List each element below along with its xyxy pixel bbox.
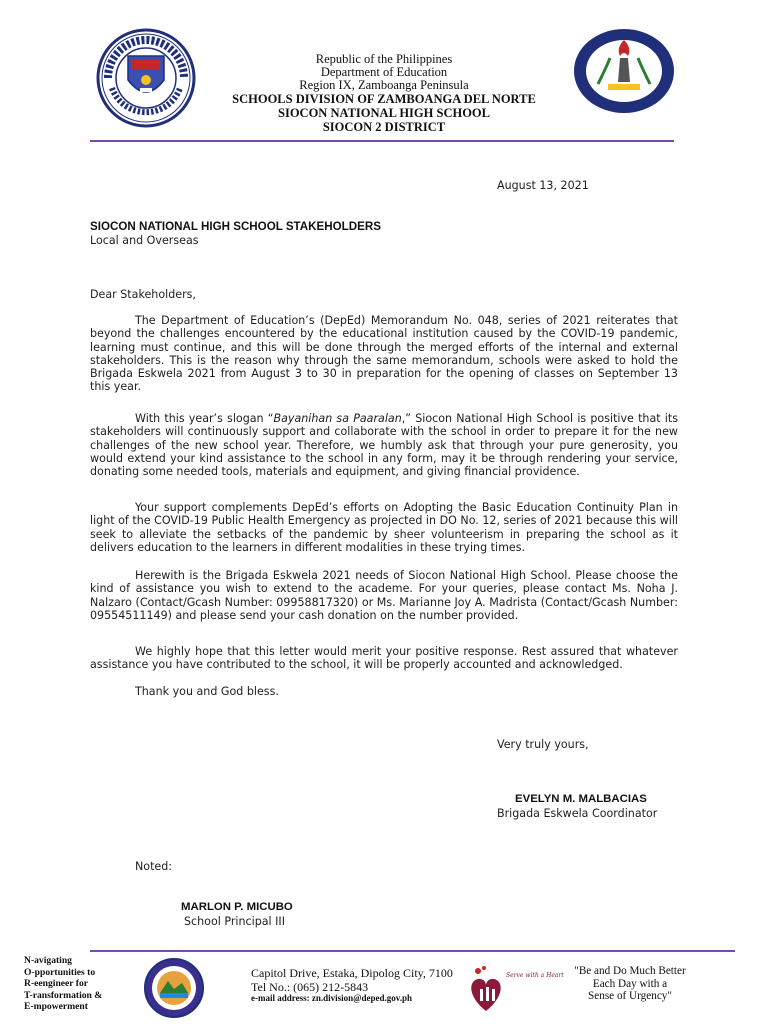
closing: Very truly yours, [497,738,589,751]
motto-line: "Be and Do Much Better [574,965,686,977]
letter-date: August 13, 2021 [497,179,589,192]
header-line-4: SCHOOLS DIVISION OF ZAMBOANGA DEL NORTE [232,92,536,106]
paragraph-2 [90,412,678,478]
acronym-line: N-avigating [24,955,72,966]
acronym-line: T-ransformation & [24,989,103,1001]
signatory-name: EVELYN M. MALBACIAS [515,793,647,805]
acronym-line: O-pportunities to [24,966,96,978]
noted-label: Noted: [135,860,173,873]
heart-logo-icon [466,963,564,1013]
footer-divider [90,950,735,952]
header-line-2: Department of Education [320,65,448,79]
noted-title: School Principal III [184,915,285,928]
recipient-name: SIOCON NATIONAL HIGH SCHOOL STAKEHOLDERS [90,220,381,233]
footer-tel: Tel No.: (065) 212-5843 [251,980,369,994]
header-line-1: Republic of the Philippines [315,52,453,66]
paragraph-5 [90,645,678,672]
slogan: Bayanihan sa Paaralan [273,412,402,425]
heart-logo-text: Serve with a Heart [506,972,564,979]
header-divider [90,140,674,142]
paragraph-2-lead: With this year’s slogan “ [135,412,274,425]
salutation: Dear Stakeholders, [90,288,196,301]
paragraph-4 [90,569,678,622]
footer-email: e-mail address: zn.division@deped.gov.ph [251,993,412,1003]
paragraph-5-text: We highly hope that this letter would merit your positive response. Rest assured that whatever assistance you have contributed to the school, it will be properly accounted and acknowledged. [90,645,678,672]
header-line-6: SIOCON 2 DISTRICT [322,120,446,134]
footer-address: Capitol Drive, Estaka, Dipolog City, 7100 [251,966,453,980]
paragraph-3-text: Your support complements DepEd’s efforts on Adopting the Basic Education Continuity Plan in light of the COVID-19 Public Health Emergency as projected in DO No. 12, series of 2021 because this will seek to alleviate the setbacks of the pandemic by sheer volunteerism in preparing the school as it delivers education to the learners in different modalities in these trying times. [90,501,678,554]
acronym-line: E-mpowerment [24,1001,88,1013]
paragraph-1 [90,314,678,394]
school-seal-icon [572,28,676,114]
paragraph-6 [90,685,678,698]
division-seal-icon [142,957,206,1019]
noted-name: MARLON P. MICUBO [181,901,293,913]
paragraph-1-text: The Department of Education’s (DepEd) Memorandum No. 048, series of 2021 reiterates that beyond the challenges encountered by the educational institution caused by the COVID-19 pandemic, learning must continue, and this will be done through the merged efforts of the internal and external stakeholders. This is the reason why through the same memorandum, schools were asked to hold the Brigada Eskwela 2021 from August 3 to 30 in preparation for the opening of classes on September 13 this year. [90,314,678,394]
footer-motto [558,965,702,1003]
recipient-sub: Local and Overseas [90,234,199,247]
paragraph-3 [90,501,678,554]
paragraph-6-text: Thank you and God bless. [135,685,279,698]
motto-line: Each Day with a [592,977,668,990]
header-line-3: Region IX, Zamboanga Peninsula [299,78,469,92]
paragraph-2-text: ,” Siocon National High School is positive that its stakeholders will continuously support and collaborate with the school in order to prepare it for the new challenges of the new school year. Therefore, we humbly ask that through your pure generosity, you would extend your kind assistance to the school in any form, may it be through rendering your service, donating some needed tools, materials and equipment, and giving financial providence. [90,412,678,479]
header-line-5: SIOCON NATIONAL HIGH SCHOOL [278,106,490,120]
norte-acronym [24,955,102,1013]
paragraph-4-text: Herewith is the Brigada Eskwela 2021 needs of Siocon National High School. Please choose the kind of assistance you wish to extend to the academe. For your queries, please contact Ms. Noha J. Nalzaro (Contact/Gcash Number: 09958817320) or Ms. Marianne Joy A. Madrista (Contact/Gcash Number: 09554511149) and please send your cash donation on the number provided. [90,569,678,622]
acronym-line: R-eengineer for [24,978,89,990]
motto-line: Sense of Urgency" [588,990,672,1002]
signatory-title: Brigada Eskwela Coordinator [497,807,658,820]
